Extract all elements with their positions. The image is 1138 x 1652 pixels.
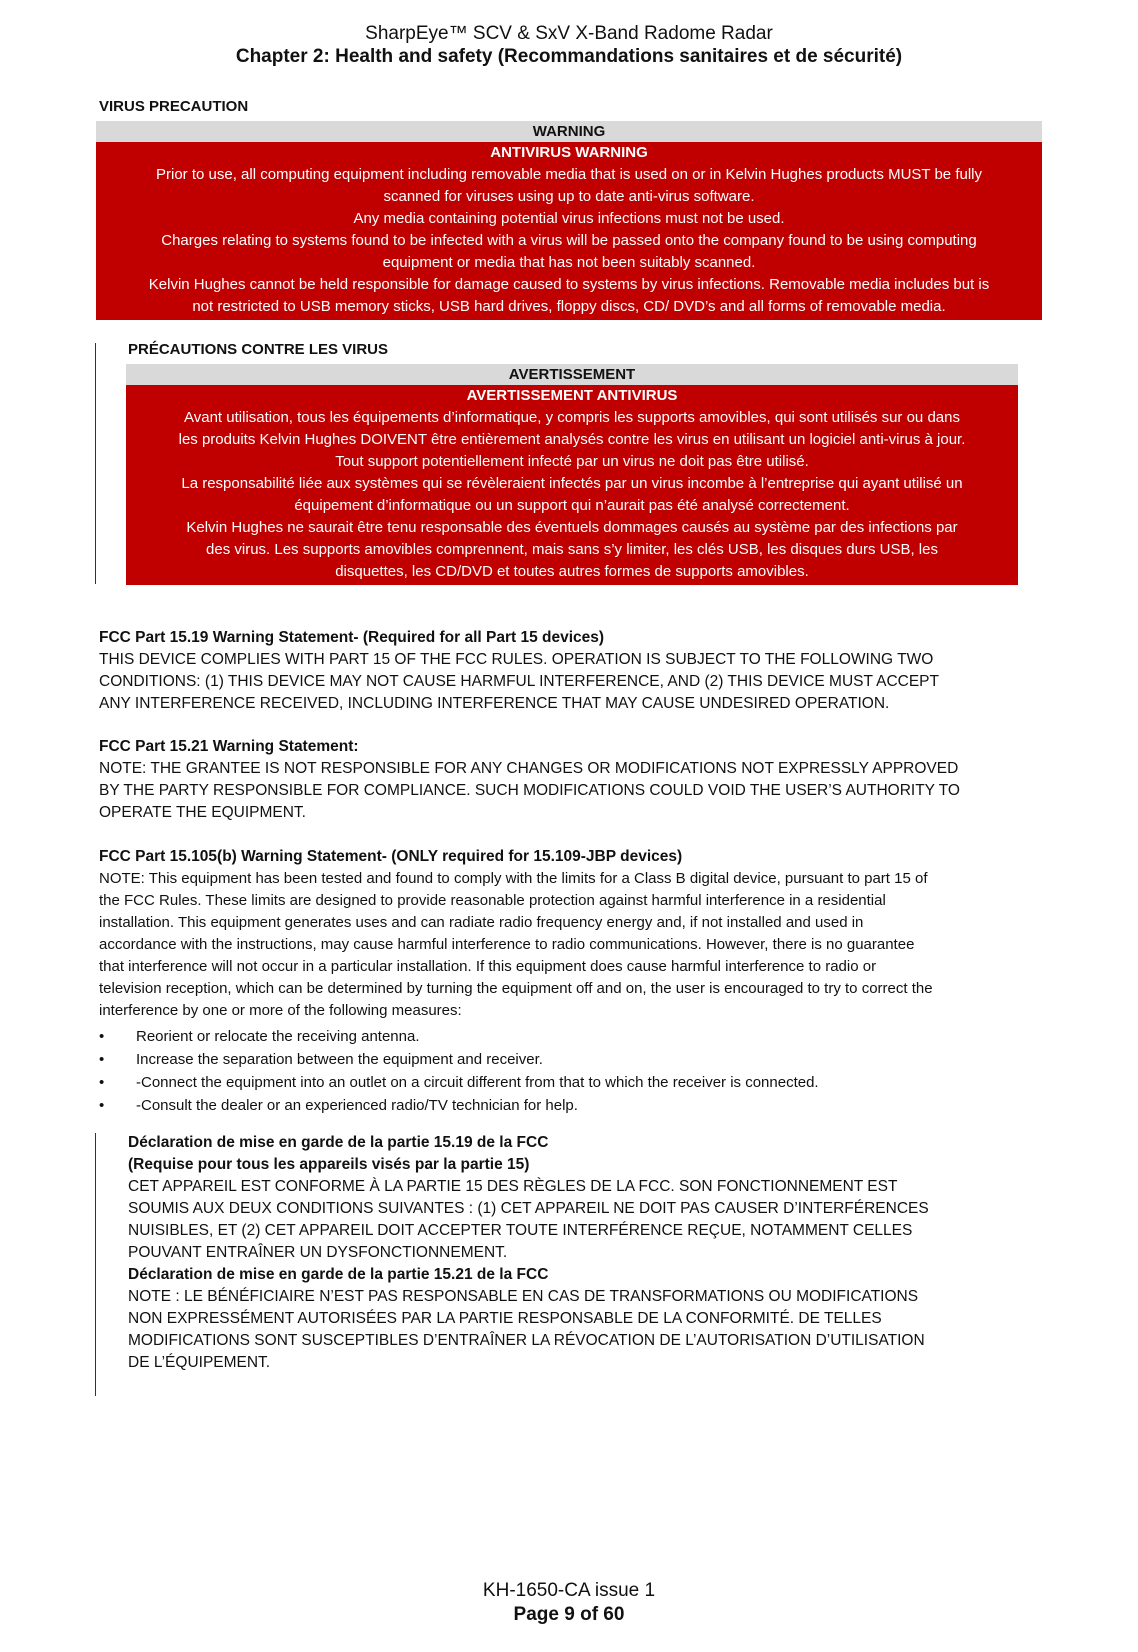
warning-line: La responsabilité liée aux systèmes qui se révèleraient infectés par un virus incombe à l’entreprise qui ayant utilisé un <box>181 475 963 492</box>
measures-list <box>99 1025 819 1117</box>
fcc-1519-heading: FCC Part 15.19 Warning Statement- (Required for all Part 15 devices) <box>99 629 605 646</box>
paragraph-line: NOTE: This equipment has been tested and found to comply with the limits for a Class B digital device, pursuant to part 15 of <box>99 870 928 887</box>
fcc-1521-section-fr <box>128 1264 925 1374</box>
paragraph-line: CET APPAREIL EST CONFORME À LA PARTIE 15 DES RÈGLES DE LA FCC. SON FONCTIONNEMENT EST <box>128 1178 898 1195</box>
paragraph-line: MODIFICATIONS SONT SUSCEPTIBLES D’ENTRAÎNER LA RÉVOCATION DE L’AUTORISATION D’UTILISATION <box>128 1332 925 1349</box>
warning-line: scanned for viruses using up to date anti-virus software. <box>383 188 755 205</box>
list-item: • -Connect the equipment into an outlet on a circuit different from that to which the receiver is connected. <box>99 1071 819 1094</box>
paragraph-line: installation. This equipment generates uses and can radiate radio frequency energy and, if not installed and used in <box>99 914 864 931</box>
fcc-15105-section <box>99 846 933 1022</box>
paragraph-line: ANY INTERFERENCE RECEIVED, INCLUDING INTERFERENCE THAT MAY CAUSE UNDESIRED OPERATION. <box>99 695 890 712</box>
warning-body <box>96 142 1042 320</box>
paragraph-line: OPERATE THE EQUIPMENT. <box>99 804 306 821</box>
fcc-1519-section <box>99 627 939 715</box>
warning-body-fr <box>126 385 1018 585</box>
warning-line: disquettes, les CD/DVD et toutes autres formes de supports amovibles. <box>335 563 809 580</box>
bullet-icon: • <box>99 1028 105 1045</box>
page-number: Page 9 of 60 <box>513 1604 625 1625</box>
paragraph-line: NOTE: THE GRANTEE IS NOT RESPONSIBLE FOR ANY CHANGES OR MODIFICATIONS NOT EXPRESSLY APPROVED <box>99 760 959 777</box>
fcc-1519-subheading-fr: (Requise pour tous les appareils visés par la partie 15) <box>128 1156 530 1173</box>
warning-line: Any media containing potential virus infections must not be used. <box>353 210 785 227</box>
warning-header-fr: AVERTISSEMENT <box>126 364 1018 385</box>
warning-line: Kelvin Hughes cannot be held responsible for damage caused to systems by virus infections. Removable media includes but is <box>148 276 990 293</box>
warning-line: équipement d’informatique ou un support qui n’aurait pas été analysé correctement. <box>294 497 850 514</box>
paragraph-line: THIS DEVICE COMPLIES WITH PART 15 OF THE FCC RULES. OPERATION IS SUBJECT TO THE FOLLOWING TWO <box>99 651 934 668</box>
revision-bar <box>95 1133 96 1396</box>
paragraph-line: interference by one or more of the following measures: <box>99 1002 462 1019</box>
antivirus-warning-box <box>96 121 1042 320</box>
warning-line: Kelvin Hughes ne saurait être tenu responsable des éventuels dommages causés au système par des infections par <box>186 519 958 536</box>
warning-line: not restricted to USB memory sticks, USB hard drives, floppy discs, CD/ DVD’s and all forms of removable media. <box>192 298 946 315</box>
paragraph-line: the FCC Rules. These limits are designed to provide reasonable protection against harmful interference in a residential <box>99 892 886 909</box>
bullet-icon: • <box>99 1097 105 1114</box>
paragraph-line: NUISIBLES, ET (2) CET APPAREIL DOIT ACCEPTER TOUTE INTERFÉRENCE REÇUE, NOTAMMENT CELLES <box>128 1222 913 1239</box>
warning-header: WARNING <box>96 121 1042 142</box>
warning-line: equipment or media that has not been suitably scanned. <box>382 254 756 271</box>
fcc-1519-heading-fr: Déclaration de mise en garde de la partie 15.19 de la FCC <box>128 1134 549 1151</box>
paragraph-line: accordance with the instructions, may cause harmful interference to radio communications. However, there is no guarantee <box>99 936 915 953</box>
list-item: • Reorient or relocate the receiving antenna. <box>99 1025 819 1048</box>
bullet-icon: • <box>99 1051 105 1068</box>
list-item: • Increase the separation between the equipment and receiver. <box>99 1048 819 1071</box>
document-reference: KH-1650-CA issue 1 <box>482 1580 656 1601</box>
paragraph-line: SOUMIS AUX DEUX CONDITIONS SUIVANTES : (1) CET APPAREIL NE DOIT PAS CAUSER D’INTERFÉRENCES <box>128 1200 929 1217</box>
document-title: SharpEye™ SCV & SxV X-Band Radome Radar <box>365 23 773 44</box>
warning-line: Charges relating to systems found to be infected with a virus will be passed onto the company found to be using computing <box>161 232 977 249</box>
paragraph-line: BY THE PARTY RESPONSIBLE FOR COMPLIANCE. SUCH MODIFICATIONS COULD VOID THE USER’S AUTHORITY TO <box>99 782 960 799</box>
warning-subheader: ANTIVIRUS WARNING <box>490 144 648 161</box>
paragraph-line: NON EXPRESSÉMENT AUTORISÉES PAR LA PARTIE RESPONSABLE DE LA CONFORMITÉ. DE TELLES <box>128 1310 882 1327</box>
fcc-1521-section <box>99 736 960 824</box>
paragraph-line: NOTE : LE BÉNÉFICIAIRE N’EST PAS RESPONSABLE EN CAS DE TRANSFORMATIONS OU MODIFICATIONS <box>128 1288 919 1305</box>
list-item: • -Consult the dealer or an experienced radio/TV technician for help. <box>99 1094 819 1117</box>
warning-line: les produits Kelvin Hughes DOIVENT être entièrement analysés contre les virus en utilisant un logiciel anti-virus à jour. <box>178 431 966 448</box>
virus-precaution-title-fr: PRÉCAUTIONS CONTRE LES VIRUS <box>128 341 389 358</box>
bullet-icon: • <box>99 1074 105 1091</box>
paragraph-line: DE L’ÉQUIPEMENT. <box>128 1354 271 1371</box>
chapter-title: Chapter 2: Health and safety (Recommandations sanitaires et de sécurité) <box>235 46 903 67</box>
paragraph-line: that interference will not occur in a particular installation. If this equipment does cause harmful interference to radio or <box>99 958 877 975</box>
fcc-15105-heading: FCC Part 15.105(b) Warning Statement- (ONLY required for 15.109-JBP devices) <box>99 848 683 865</box>
warning-subheader-fr: AVERTISSEMENT ANTIVIRUS <box>466 387 678 404</box>
fcc-1521-heading-fr: Déclaration de mise en garde de la partie 15.21 de la FCC <box>128 1266 549 1283</box>
warning-line: Prior to use, all computing equipment including removable media that is used on or in Kelvin Hughes products MUST be fully <box>156 166 982 183</box>
paragraph-line: CONDITIONS: (1) THIS DEVICE MAY NOT CAUSE HARMFUL INTERFERENCE, AND (2) THIS DEVICE MUST ACCEPT <box>99 673 939 690</box>
fcc-1519-section-fr <box>128 1132 929 1264</box>
warning-line: Avant utilisation, tous les équipements d’informatique, y compris les supports amovibles, qui sont utilisés sur ou dans <box>184 409 960 426</box>
paragraph-line: POUVANT ENTRAÎNER UN DYSFONCTIONNEMENT. <box>128 1244 508 1261</box>
fcc-1521-heading: FCC Part 15.21 Warning Statement: <box>99 738 359 755</box>
paragraph-line: television reception, which can be determined by turning the equipment off and on, the user is encouraged to try to correct the <box>99 980 933 997</box>
virus-precaution-title: VIRUS PRECAUTION <box>99 98 249 115</box>
warning-line: Tout support potentiellement infecté par un virus ne doit pas être utilisé. <box>335 453 809 470</box>
revision-bar <box>95 343 96 584</box>
antivirus-warning-box-fr <box>126 364 1018 585</box>
warning-line: des virus. Les supports amovibles comprennent, mais sans s’y limiter, les clés USB, les disques durs USB, les <box>206 541 938 558</box>
